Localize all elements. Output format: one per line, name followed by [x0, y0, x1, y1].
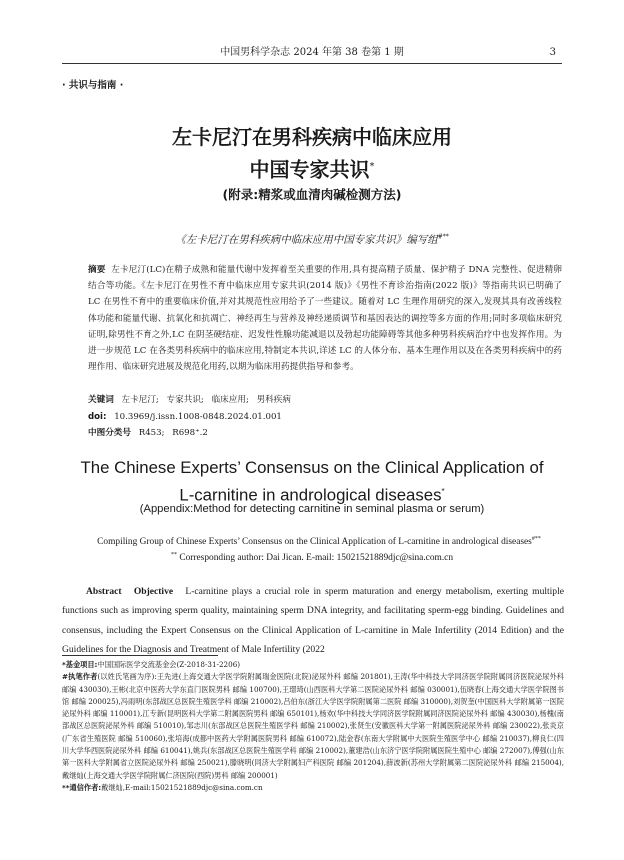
footnote-divider — [62, 655, 218, 656]
footnotes — [62, 659, 564, 794]
keyword: 男科疾病 — [256, 395, 291, 405]
compiling-group-english: Compiling Group of Chinese Experts’ Consensus on the Clinical Application of L-carnitine in andrological diseases#** — [97, 536, 541, 548]
classification-code: R698⁺.2 — [172, 428, 208, 438]
authors-marker: #** — [437, 233, 449, 241]
title-en-line2: L-carnitine in andrological diseases* — [179, 485, 445, 505]
classification-label: 中图分类号 — [88, 428, 131, 438]
abstract-en-text: L-carnitine plays a crucial role in sperm maturation and energy metabolism, exerting multiple functions such as improving sperm quality, maintaining sperm DNA integrity, and facilitating sperm-egg binding. Guidelines and consensus, including the Expert Consensus on the Clinical Application of L-carnitine in Male Infertility (2014 Edition) and the Guidelines for the Diagnosis and Treatment of Male Infertility (2022 — [62, 586, 564, 655]
correspondence-footnote: **通信作者:戴继灿,E-mail:15021521889djc@sina.com.cn — [62, 782, 263, 792]
objective-label: Objective — [133, 586, 174, 597]
article-metadata — [88, 392, 291, 442]
appendix-chinese: (附录:精浆或血清肉碱检测方法) — [222, 187, 402, 202]
title-en-line1: The Chinese Experts’ Consensus on the Clinical Application of — [80, 458, 544, 477]
doi-row — [88, 409, 291, 426]
authors-chinese: 《左卡尼汀在男科疾病中临床应用中国专家共识》编写组#** — [175, 233, 449, 246]
abstract-english — [62, 582, 564, 659]
abstract-en-label: Abstract — [86, 586, 122, 597]
doi-value: 10.3969/j.issn.1008-0848.2024.01.001 — [114, 411, 282, 422]
keyword: 临床应用; — [211, 395, 249, 405]
appendix-english: (Appendix:Method for detecting carnitine in seminal plasma or serum) — [139, 503, 485, 515]
section-tag: · 共识与指南 · — [62, 80, 124, 91]
title-chinese — [0, 123, 624, 185]
journal-issue: 中国男科学杂志 2024 年第 38 卷第 1 期 — [220, 47, 404, 58]
group-marker: #** — [531, 536, 541, 542]
abstract-chinese — [88, 262, 562, 375]
page-number: 3 — [549, 47, 556, 58]
title-english — [30, 456, 594, 508]
keyword: 左卡尼汀; — [121, 395, 159, 405]
fund-footnote: *基金项目:中国国际医学交流基金会(Z-2018-31-2206) — [62, 660, 241, 669]
corr-marker: ** — [170, 552, 177, 558]
title-en-marker: * — [441, 487, 445, 496]
abstract-cn-label: 摘要 — [88, 265, 106, 275]
classification-row — [88, 425, 291, 442]
title-cn-line1: 左卡尼汀在男科疾病中临床应用 — [172, 125, 452, 149]
keywords-label: 关键词 — [88, 395, 114, 405]
running-head — [62, 45, 562, 64]
title-cn-marker: * — [369, 161, 375, 172]
abstract-cn-text: 左卡尼汀(LC)在精子成熟和能量代谢中发挥着至关重要的作用,具有提高精子质量、保护精子 DNA 完整性、促进精卵结合等功能。《左卡尼汀在男性不育中临床应用专家共识(2014 版)》《男性不育诊治指南(2022 版)》等指南共识已明确了 LC 在男性不育中的重要临床价值,并对其规范性应用给予了一些建议。随着对 LC 生理作用研究的深入,发现其具有改善线粒体功能和能量代谢、抗氧化和抗凋亡、神经再生与营养及神经递质调节和基因表达的调控等多方面的作用;同时多项临床研究证明,除男性不育之外,LC 在阴茎硬结症、迟发性性腺功能减退以及勃起功能障碍等其他多种男科疾病治疗中也发挥作用。为进一步规范 LC 在各类男科疾病中的临床应用,特制定本共识,详述 LC 的人体分布、基本生理作用以及在各类男科疾病中的药理作用、临床研究进展及规范化用药,以期为临床用药提供指导和参考。 — [88, 265, 562, 373]
keywords-row — [88, 392, 291, 409]
keyword: 专家共识; — [166, 395, 204, 405]
doi-label: doi: — [88, 411, 107, 422]
title-cn-line2: 中国专家共识* — [249, 157, 375, 182]
authors-footnote: #执笔作者(以姓氏笔画为序):王先进(上海交通大学医学院附属瑞金医院(北院)泌尿外科 邮编 201801),王涛(华中科技大学同济医学院附属同济医院泌尿外科 邮编 430030),王彬(北京中医药大学东直门医院男科 邮编 100700),王璟琦(山西医科大学第二医院泌尿外科 邮编 030001),伍晓春(上海交通大学医学院图书馆 邮编 200025),冯雨明(东部战区总医院生殖医学科 邮编 210002),吕伯东(浙江大学医学院附属第二医院 邮编 310000),刘贺奎(中国医科大学附属第一医院泌尿外科 邮编 110001),江专新(昆明医科大学第二附属医院男科 邮编 650101),杨欢(华中科技大学同济医学院附属同济医院泌尿外科 邮编 430030),杨槐(南部战区总医院泌尿外科 邮编 510010),邹志川(东部战区总医院生殖医学科 邮编 210002),张贤生(安徽医科大学第一附属医院泌尿外科 邮编 230022),张炎京(广东省生殖医院 邮编 510060),张培海(成都中医药大学附属医院男科 邮编 610072),陆金春(东南大学附属中大医院生殖医学中心 邮编 210037),柳良仁(四川大学华西医院泌尿外科 邮编 610041),姚兵(东部战区总医院生殖医学科 邮编 210002),董建浩(山东济宁医学院附属医院生殖中心 邮编 272007),傅强(山东第一医科大学附属省立医院泌尿外科 邮编 250021),滕晓明(同济大学附属妇产科医院 邮编 201204),薛波新(苏州大学附属第二医院泌尿外科 邮编 215004),戴继灿(上海交通大学医学院附属仁济医院(西院)男科 邮编 200001) — [62, 672, 564, 780]
classification-code: R453; — [138, 428, 165, 438]
corresponding-author-english: ** Corresponding author: Dai Jican. E-mail: 15021521889djc@sina.com.cn — [170, 552, 454, 564]
